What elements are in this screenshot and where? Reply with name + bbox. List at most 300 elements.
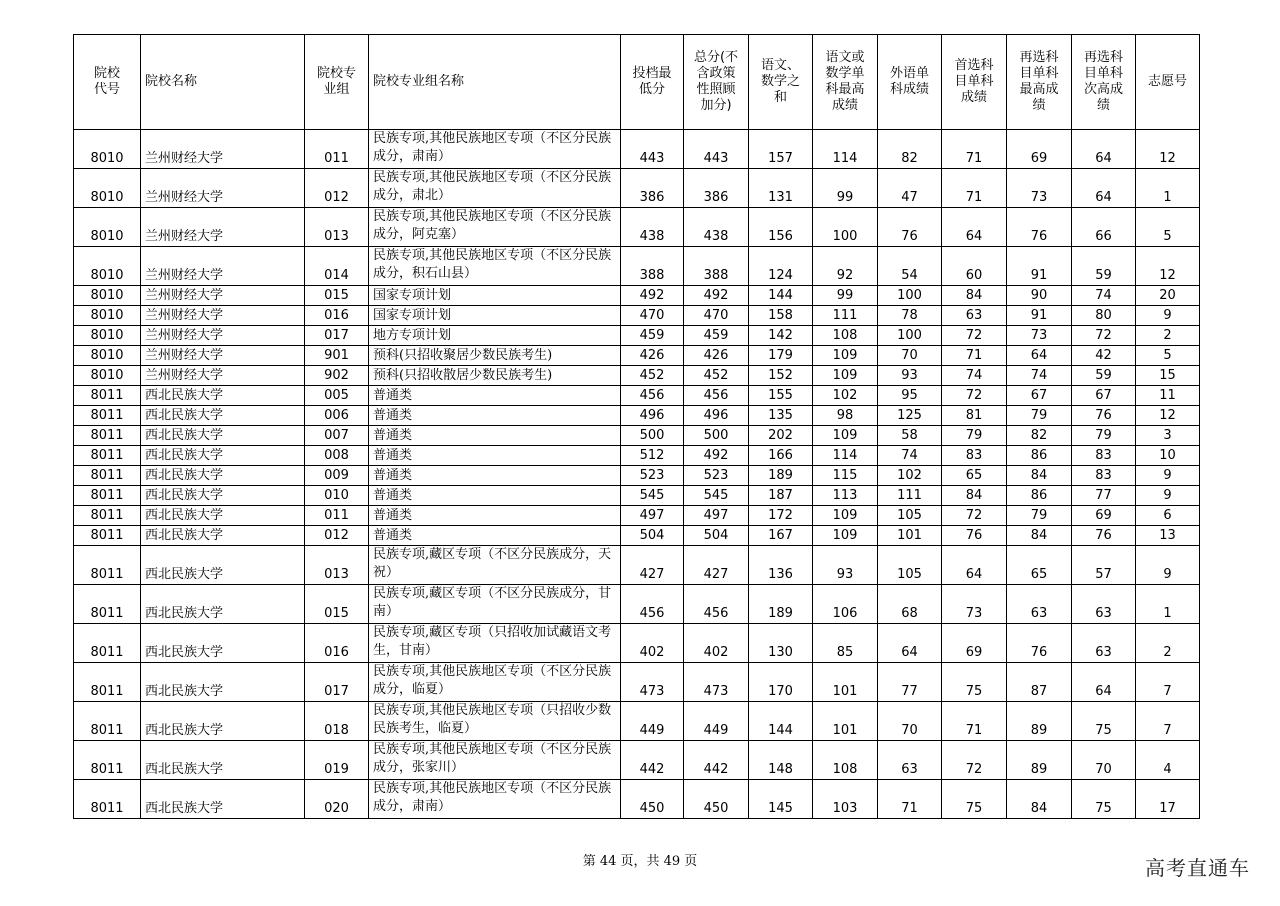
preference-no-cell: 12 (1136, 247, 1200, 286)
table-row (74, 326, 1200, 346)
school-code-cell: 8011 (74, 702, 141, 741)
foreign-lang-score-cell: 47 (878, 169, 942, 208)
chinese-math-sum-cell: 144 (749, 286, 813, 306)
preference-no-cell: 11 (1136, 386, 1200, 406)
preference-no-cell: 5 (1136, 208, 1200, 247)
reselect-second-score-cell: 72 (1072, 326, 1136, 346)
chinese-math-sum-cell: 166 (749, 446, 813, 466)
school-code-header: 院校 代号 (74, 35, 141, 130)
min-score-cell: 504 (621, 526, 684, 546)
min-score-cell: 496 (621, 406, 684, 426)
foreign-lang-score-cell: 101 (878, 526, 942, 546)
first-subject-score-cell: 84 (942, 286, 1007, 306)
group-name-cell: 普通类 (369, 506, 621, 526)
reselect-second-score-cell: 76 (1072, 526, 1136, 546)
total-score-cell: 523 (684, 466, 749, 486)
school-name-cell: 西北民族大学 (141, 546, 305, 585)
chinese-math-sum-cell: 131 (749, 169, 813, 208)
school-name-cell: 兰州财经大学 (141, 326, 305, 346)
foreign-lang-score-cell: 93 (878, 366, 942, 386)
foreign-lang-score-cell: 63 (878, 741, 942, 780)
total-score-cell: 496 (684, 406, 749, 426)
preference-no-cell: 10 (1136, 446, 1200, 466)
reselect-second-score-cell: 83 (1072, 446, 1136, 466)
chinese-math-max-cell: 108 (813, 326, 878, 346)
first-subject-score-cell: 83 (942, 446, 1007, 466)
school-code-cell: 8011 (74, 486, 141, 506)
reselect-second-score-cell: 76 (1072, 406, 1136, 426)
reselect-max-score-cell: 79 (1007, 406, 1072, 426)
first-subject-score-cell: 72 (942, 386, 1007, 406)
reselect-second-score-cell: 57 (1072, 546, 1136, 585)
school-name-cell: 西北民族大学 (141, 663, 305, 702)
first-subject-header: 首选科 目单科 成绩 (942, 35, 1007, 130)
reselect-second-score-cell: 63 (1072, 585, 1136, 624)
first-subject-score-cell: 75 (942, 780, 1007, 819)
chinese-math-max-cell: 106 (813, 585, 878, 624)
table-row (74, 306, 1200, 326)
reselect-max-score-cell: 73 (1007, 326, 1072, 346)
chinese-math-max-cell: 114 (813, 446, 878, 466)
foreign-lang-score-cell: 54 (878, 247, 942, 286)
chinese-math-sum-cell: 148 (749, 741, 813, 780)
group-name-cell: 普通类 (369, 526, 621, 546)
reselect-max-score-cell: 91 (1007, 306, 1072, 326)
school-name-cell: 兰州财经大学 (141, 286, 305, 306)
group-code-cell: 011 (305, 506, 369, 526)
group-name-cell: 普通类 (369, 386, 621, 406)
group-name-cell: 国家专项计划 (369, 306, 621, 326)
chinese-math-sum-header: 语文、 数学之 和 (749, 35, 813, 130)
foreign-lang-score-cell: 77 (878, 663, 942, 702)
group-code-cell: 012 (305, 169, 369, 208)
school-code-cell: 8010 (74, 326, 141, 346)
group-name-cell: 普通类 (369, 446, 621, 466)
preference-no-cell: 15 (1136, 366, 1200, 386)
min-score-cell: 492 (621, 286, 684, 306)
group-code-cell: 011 (305, 130, 369, 169)
chinese-math-max-cell: 109 (813, 506, 878, 526)
chinese-math-max-cell: 108 (813, 741, 878, 780)
preference-no-cell: 13 (1136, 526, 1200, 546)
min-score-cell: 402 (621, 624, 684, 663)
group-code-cell: 009 (305, 466, 369, 486)
foreign-lang-score-cell: 58 (878, 426, 942, 446)
school-name-cell: 西北民族大学 (141, 780, 305, 819)
school-code-cell: 8010 (74, 346, 141, 366)
school-name-cell: 西北民族大学 (141, 741, 305, 780)
reselect-max-score-cell: 87 (1007, 663, 1072, 702)
min-score-cell: 500 (621, 426, 684, 446)
reselect-second-score-cell: 75 (1072, 780, 1136, 819)
foreign-lang-score-cell: 78 (878, 306, 942, 326)
chinese-math-sum-cell: 179 (749, 346, 813, 366)
reselect-max-score-cell: 84 (1007, 526, 1072, 546)
group-name-cell: 地方专项计划 (369, 326, 621, 346)
reselect-max-header: 再选科 目单科 最高成 绩 (1007, 35, 1072, 130)
group-code-cell: 008 (305, 446, 369, 466)
group-name-cell: 民族专项,藏区专项（不区分民族成分，天祝） (369, 546, 621, 585)
chinese-math-max-cell: 93 (813, 546, 878, 585)
total-score-cell: 492 (684, 286, 749, 306)
min-score-cell: 456 (621, 386, 684, 406)
chinese-math-max-cell: 92 (813, 247, 878, 286)
chinese-math-max-cell: 113 (813, 486, 878, 506)
total-score-cell: 427 (684, 546, 749, 585)
chinese-math-sum-cell: 152 (749, 366, 813, 386)
table-row (74, 506, 1200, 526)
school-code-cell: 8010 (74, 247, 141, 286)
chinese-math-sum-cell: 136 (749, 546, 813, 585)
group-name-cell: 普通类 (369, 466, 621, 486)
reselect-second-score-cell: 42 (1072, 346, 1136, 366)
foreign-lang-score-cell: 95 (878, 386, 942, 406)
school-code-cell: 8011 (74, 741, 141, 780)
group-name-cell: 普通类 (369, 406, 621, 426)
school-code-cell: 8011 (74, 585, 141, 624)
foreign-lang-header: 外语单 科成绩 (878, 35, 942, 130)
chinese-math-max-cell: 85 (813, 624, 878, 663)
reselect-max-score-cell: 63 (1007, 585, 1072, 624)
total-score-cell: 452 (684, 366, 749, 386)
group-name-cell: 民族专项,其他民族地区专项（不区分民族成分，临夏） (369, 663, 621, 702)
table-row (74, 546, 1200, 585)
reselect-max-score-cell: 76 (1007, 624, 1072, 663)
preference-no-header: 志愿号 (1136, 35, 1200, 130)
school-name-cell: 西北民族大学 (141, 466, 305, 486)
school-code-cell: 8011 (74, 663, 141, 702)
school-code-cell: 8011 (74, 406, 141, 426)
total-score-cell: 443 (684, 130, 749, 169)
group-code-cell: 017 (305, 663, 369, 702)
chinese-math-max-cell: 101 (813, 702, 878, 741)
school-code-cell: 8010 (74, 366, 141, 386)
min-score-cell: 545 (621, 486, 684, 506)
reselect-second-score-cell: 83 (1072, 466, 1136, 486)
total-score-cell: 545 (684, 486, 749, 506)
chinese-math-max-cell: 109 (813, 426, 878, 446)
school-name-cell: 西北民族大学 (141, 506, 305, 526)
group-name-cell: 民族专项,其他民族地区专项（不区分民族成分，张家川） (369, 741, 621, 780)
table-row (74, 486, 1200, 506)
school-code-cell: 8011 (74, 446, 141, 466)
chinese-math-max-cell: 99 (813, 169, 878, 208)
first-subject-score-cell: 72 (942, 506, 1007, 526)
group-name-cell: 预科(只招收聚居少数民族考生) (369, 346, 621, 366)
group-code-cell: 010 (305, 486, 369, 506)
chinese-math-max-cell: 100 (813, 208, 878, 247)
foreign-lang-score-cell: 68 (878, 585, 942, 624)
preference-no-cell: 1 (1136, 585, 1200, 624)
min-score-cell: 386 (621, 169, 684, 208)
group-code-cell: 016 (305, 306, 369, 326)
foreign-lang-score-cell: 82 (878, 130, 942, 169)
table-row (74, 702, 1200, 741)
reselect-max-score-cell: 76 (1007, 208, 1072, 247)
group-name-cell: 普通类 (369, 486, 621, 506)
reselect-max-score-cell: 67 (1007, 386, 1072, 406)
foreign-lang-score-cell: 76 (878, 208, 942, 247)
chinese-math-sum-cell: 189 (749, 585, 813, 624)
school-name-cell: 西北民族大学 (141, 702, 305, 741)
preference-no-cell: 9 (1136, 306, 1200, 326)
group-code-cell: 005 (305, 386, 369, 406)
total-score-cell: 459 (684, 326, 749, 346)
table-row (74, 426, 1200, 446)
foreign-lang-score-cell: 64 (878, 624, 942, 663)
total-score-cell: 426 (684, 346, 749, 366)
school-name-cell: 西北民族大学 (141, 585, 305, 624)
table-row (74, 585, 1200, 624)
total-score-header: 总分(不 含政策 性照顾 加分) (684, 35, 749, 130)
chinese-math-max-cell: 102 (813, 386, 878, 406)
school-name-cell: 兰州财经大学 (141, 346, 305, 366)
reselect-max-score-cell: 69 (1007, 130, 1072, 169)
foreign-lang-score-cell: 70 (878, 346, 942, 366)
preference-no-cell: 5 (1136, 346, 1200, 366)
table-row (74, 208, 1200, 247)
min-score-cell: 450 (621, 780, 684, 819)
min-score-cell: 512 (621, 446, 684, 466)
table-row (74, 247, 1200, 286)
chinese-math-max-cell: 114 (813, 130, 878, 169)
group-name-cell: 民族专项,其他民族地区专项（不区分民族成分，肃南） (369, 780, 621, 819)
school-code-cell: 8011 (74, 386, 141, 406)
first-subject-score-cell: 64 (942, 208, 1007, 247)
group-name-cell: 民族专项,其他民族地区专项（只招收少数民族考生，临夏） (369, 702, 621, 741)
total-score-cell: 438 (684, 208, 749, 247)
table-header-row (74, 35, 1200, 130)
table-row (74, 346, 1200, 366)
preference-no-cell: 20 (1136, 286, 1200, 306)
first-subject-score-cell: 73 (942, 585, 1007, 624)
school-code-cell: 8011 (74, 466, 141, 486)
group-code-cell: 015 (305, 286, 369, 306)
foreign-lang-score-cell: 71 (878, 780, 942, 819)
chinese-math-max-cell: 109 (813, 366, 878, 386)
group-code-cell: 014 (305, 247, 369, 286)
reselect-second-score-cell: 80 (1072, 306, 1136, 326)
table-row (74, 406, 1200, 426)
reselect-max-score-cell: 64 (1007, 346, 1072, 366)
min-score-cell: 438 (621, 208, 684, 247)
group-code-cell: 019 (305, 741, 369, 780)
group-code-header: 院校专 业组 (305, 35, 369, 130)
school-name-cell: 西北民族大学 (141, 386, 305, 406)
total-score-cell: 456 (684, 585, 749, 624)
page-number: 第 44 页，共 49 页 (582, 854, 698, 869)
chinese-math-sum-cell: 156 (749, 208, 813, 247)
first-subject-score-cell: 69 (942, 624, 1007, 663)
first-subject-score-cell: 75 (942, 663, 1007, 702)
school-code-cell: 8011 (74, 506, 141, 526)
chinese-math-max-cell: 109 (813, 346, 878, 366)
chinese-math-sum-cell: 167 (749, 526, 813, 546)
school-name-header: 院校名称 (141, 35, 305, 130)
group-code-cell: 007 (305, 426, 369, 446)
group-name-cell: 民族专项,其他民族地区专项（不区分民族成分，肃南） (369, 130, 621, 169)
reselect-max-score-cell: 89 (1007, 741, 1072, 780)
group-name-cell: 民族专项,其他民族地区专项（不区分民族成分，阿克塞） (369, 208, 621, 247)
first-subject-score-cell: 72 (942, 326, 1007, 346)
min-score-cell: 456 (621, 585, 684, 624)
chinese-math-sum-cell: 155 (749, 386, 813, 406)
chinese-math-sum-cell: 189 (749, 466, 813, 486)
group-name-cell: 国家专项计划 (369, 286, 621, 306)
reselect-second-score-cell: 59 (1072, 247, 1136, 286)
total-score-cell: 450 (684, 780, 749, 819)
foreign-lang-score-cell: 70 (878, 702, 942, 741)
school-name-cell: 兰州财经大学 (141, 130, 305, 169)
total-score-cell: 449 (684, 702, 749, 741)
reselect-max-score-cell: 65 (1007, 546, 1072, 585)
group-code-cell: 013 (305, 208, 369, 247)
group-code-cell: 013 (305, 546, 369, 585)
min-score-cell: 443 (621, 130, 684, 169)
school-name-cell: 兰州财经大学 (141, 208, 305, 247)
first-subject-score-cell: 65 (942, 466, 1007, 486)
group-name-cell: 民族专项,其他民族地区专项（不区分民族成分，积石山县） (369, 247, 621, 286)
school-name-cell: 西北民族大学 (141, 406, 305, 426)
group-name-cell: 民族专项,藏区专项（只招收加试藏语文考生，甘南） (369, 624, 621, 663)
preference-no-cell: 2 (1136, 326, 1200, 346)
chinese-math-sum-cell: 142 (749, 326, 813, 346)
min-score-cell: 449 (621, 702, 684, 741)
total-score-cell: 388 (684, 247, 749, 286)
watermark: 高考直通车 (1145, 856, 1250, 880)
school-name-cell: 兰州财经大学 (141, 366, 305, 386)
group-code-cell: 901 (305, 346, 369, 366)
min-score-cell: 426 (621, 346, 684, 366)
school-name-cell: 西北民族大学 (141, 446, 305, 466)
chinese-math-sum-cell: 130 (749, 624, 813, 663)
chinese-math-sum-cell: 158 (749, 306, 813, 326)
preference-no-cell: 6 (1136, 506, 1200, 526)
group-code-cell: 006 (305, 406, 369, 426)
chinese-math-max-cell: 99 (813, 286, 878, 306)
admission-score-table (73, 34, 1200, 819)
total-score-cell: 442 (684, 741, 749, 780)
preference-no-cell: 3 (1136, 426, 1200, 446)
reselect-second-score-cell: 77 (1072, 486, 1136, 506)
table-row (74, 466, 1200, 486)
reselect-max-score-cell: 84 (1007, 466, 1072, 486)
reselect-second-score-cell: 79 (1072, 426, 1136, 446)
reselect-second-score-cell: 64 (1072, 130, 1136, 169)
foreign-lang-score-cell: 105 (878, 546, 942, 585)
reselect-second-score-cell: 66 (1072, 208, 1136, 247)
preference-no-cell: 1 (1136, 169, 1200, 208)
min-score-header: 投档最 低分 (621, 35, 684, 130)
table-row (74, 624, 1200, 663)
chinese-math-sum-cell: 172 (749, 506, 813, 526)
reselect-max-score-cell: 91 (1007, 247, 1072, 286)
preference-no-cell: 17 (1136, 780, 1200, 819)
reselect-max-score-cell: 86 (1007, 446, 1072, 466)
preference-no-cell: 9 (1136, 486, 1200, 506)
chinese-math-max-cell: 98 (813, 406, 878, 426)
total-score-cell: 473 (684, 663, 749, 702)
group-code-cell: 015 (305, 585, 369, 624)
first-subject-score-cell: 71 (942, 130, 1007, 169)
table-row (74, 169, 1200, 208)
school-code-cell: 8011 (74, 426, 141, 446)
foreign-lang-score-cell: 111 (878, 486, 942, 506)
school-code-cell: 8010 (74, 169, 141, 208)
first-subject-score-cell: 60 (942, 247, 1007, 286)
min-score-cell: 388 (621, 247, 684, 286)
school-code-cell: 8010 (74, 208, 141, 247)
group-code-cell: 016 (305, 624, 369, 663)
foreign-lang-score-cell: 105 (878, 506, 942, 526)
reselect-second-header: 再选科 目单科 次高成 绩 (1072, 35, 1136, 130)
reselect-max-score-cell: 84 (1007, 780, 1072, 819)
chinese-math-sum-cell: 202 (749, 426, 813, 446)
first-subject-score-cell: 64 (942, 546, 1007, 585)
first-subject-score-cell: 72 (942, 741, 1007, 780)
first-subject-score-cell: 74 (942, 366, 1007, 386)
total-score-cell: 402 (684, 624, 749, 663)
school-code-cell: 8011 (74, 780, 141, 819)
reselect-max-score-cell: 74 (1007, 366, 1072, 386)
admission-table-container (73, 34, 1200, 819)
table-row (74, 366, 1200, 386)
first-subject-score-cell: 71 (942, 346, 1007, 366)
group-code-cell: 012 (305, 526, 369, 546)
foreign-lang-score-cell: 125 (878, 406, 942, 426)
chinese-math-max-cell: 103 (813, 780, 878, 819)
preference-no-cell: 9 (1136, 546, 1200, 585)
min-score-cell: 470 (621, 306, 684, 326)
min-score-cell: 452 (621, 366, 684, 386)
reselect-second-score-cell: 70 (1072, 741, 1136, 780)
reselect-second-score-cell: 63 (1072, 624, 1136, 663)
first-subject-score-cell: 76 (942, 526, 1007, 546)
total-score-cell: 492 (684, 446, 749, 466)
group-code-cell: 020 (305, 780, 369, 819)
foreign-lang-score-cell: 102 (878, 466, 942, 486)
school-code-cell: 8010 (74, 130, 141, 169)
chinese-math-max-cell: 111 (813, 306, 878, 326)
group-code-cell: 018 (305, 702, 369, 741)
total-score-cell: 500 (684, 426, 749, 446)
school-name-cell: 西北民族大学 (141, 624, 305, 663)
preference-no-cell: 7 (1136, 663, 1200, 702)
table-body (74, 130, 1200, 819)
preference-no-cell: 4 (1136, 741, 1200, 780)
chinese-math-sum-cell: 187 (749, 486, 813, 506)
school-code-cell: 8011 (74, 526, 141, 546)
reselect-second-score-cell: 74 (1072, 286, 1136, 306)
chinese-math-sum-cell: 135 (749, 406, 813, 426)
chinese-math-sum-cell: 145 (749, 780, 813, 819)
table-row (74, 130, 1200, 169)
preference-no-cell: 12 (1136, 406, 1200, 426)
table-row (74, 663, 1200, 702)
chinese-math-max-cell: 115 (813, 466, 878, 486)
min-score-cell: 473 (621, 663, 684, 702)
min-score-cell: 442 (621, 741, 684, 780)
foreign-lang-score-cell: 100 (878, 286, 942, 306)
reselect-max-score-cell: 79 (1007, 506, 1072, 526)
min-score-cell: 427 (621, 546, 684, 585)
school-name-cell: 兰州财经大学 (141, 169, 305, 208)
group-name-cell: 预科(只招收散居少数民族考生) (369, 366, 621, 386)
table-row (74, 386, 1200, 406)
reselect-max-score-cell: 86 (1007, 486, 1072, 506)
reselect-max-score-cell: 82 (1007, 426, 1072, 446)
total-score-cell: 470 (684, 306, 749, 326)
